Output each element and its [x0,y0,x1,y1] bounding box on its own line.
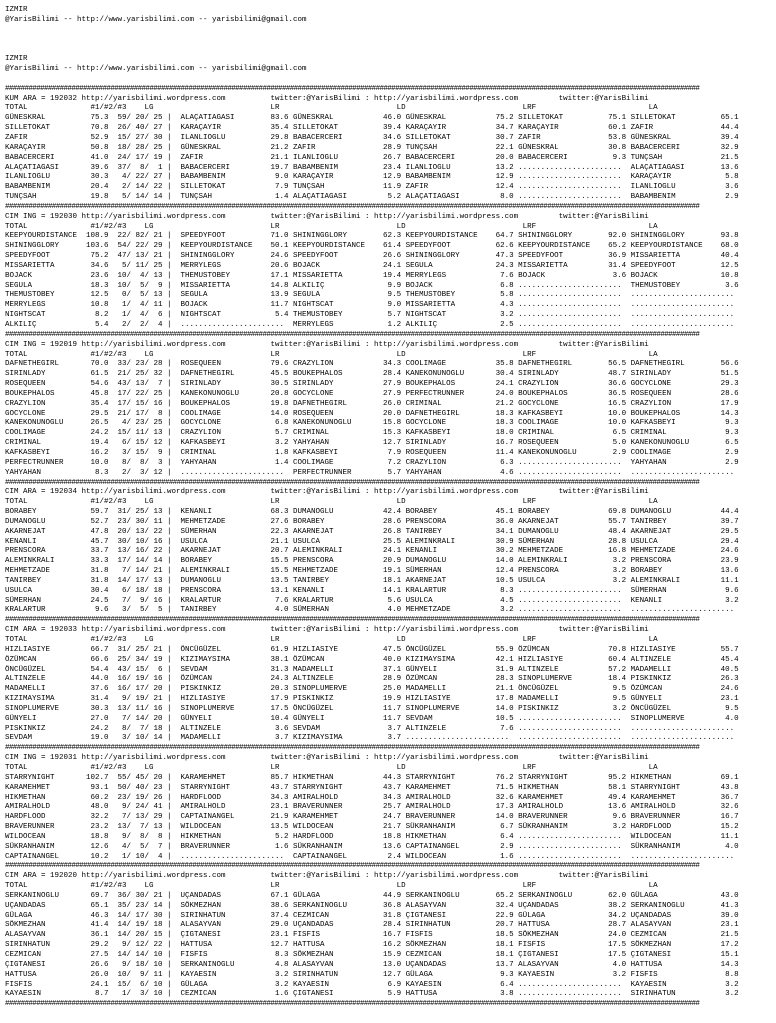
table-row: CAPTAINANGEL 10.2 1/ 10/ 4 | ....................... CAPTAINANGEL 2.4 WILDOCEAN 1.6 ....................... ....................... [5,852,735,861]
section-separator: ################################################################################################################################################################################## [5,330,700,339]
table-row: SPEEDYFOOT 75.2 47/ 13/ 21 | SHININGGLORY 24.6 SPEEDYFOOT 26.6 SHININGGLORY 47.3 SPEEDYFOOT 36.9 MISSARIETTA 40.4 [5,252,739,261]
table-row: HIZLIASIYE 66.7 31/ 25/ 21 | ÖNCÜGÜZEL 61.9 HIZLIASIYE 47.5 ÖNCÜGÜZEL 55.9 ÖZÜMCAN 70.8 HIZLIASIYE 55.7 [5,645,739,654]
table-row: PRENSCORA 33.7 13/ 16/ 22 | AKARNEJAT 20.7 ALEMINKRALI 24.1 KENANLI 30.2 MEHMETZADE 16.8 MEHMETZADE 24.6 [5,547,739,556]
table-row: GOCYCLONE 29.5 21/ 17/ 8 | COOLIMAGE 14.0 ROSEQUEEN 20.0 DAFNETHEGIRL 18.3 KAFKASBEYI 10.0 BOUKEPHALOS 14.3 [5,409,739,418]
table-row: ZAFIR 52.9 15/ 27/ 30 | ILANLIOGLU 29.8 BABACERCERI 34.6 SILLETOKAT 30.7 ZAFIR 53.8 GÜNESKRAL 39.4 [5,133,739,142]
table-row: GÜNESKRAL 75.3 59/ 20/ 25 | ALAÇATIAGASI 83.6 GÜNESKRAL 46.0 GÜNESKRAL 75.2 SILLETOKAT 75.1 SILLETOKAT 65.1 [5,114,739,123]
table-row: TUNÇSAH 19.8 5/ 14/ 14 | TUNÇSAH 1.4 ALAÇATIAGASI 5.2 ALAÇATIAGASI 8.0 ....................... BABAMBENIM 2.9 [5,193,739,202]
table-row: ALTINZELE 44.0 16/ 19/ 16 | ÖZÜMCAN 24.3 ALTINZELE 28.9 ÖZÜMCAN 28.3 SINOPLUMERVE 18.4 PISKINKIZ 26.3 [5,675,739,684]
table-row: ALASAYVAN 36.1 14/ 20/ 15 | ÇIGTANESI 23.1 FISFIS 16.7 FISFIS 18.5 SÖKMEZHAN 24.0 CEZMICAN 21.5 [5,931,739,940]
race-title-line: CIM ING = 192031 http://yarisbilimi.wordpress.com twitter:@YarisBilimi : http://yarisbilimi.wordpress.com twitter:@YarisBilimi [5,754,649,763]
table-row: CEZMICAN 27.5 14/ 14/ 10 | FISFIS 8.3 SÖKMEZHAN 15.9 CEZMICAN 18.1 ÇIGTANESI 17.5 ÇIGTANESI 15.1 [5,951,739,959]
table-row: SÜKRANHANIM 12.6 4/ 5/ 7 | BRAVERUNNER 1.6 SÜKRANHANIM 13.6 CAPTAINANGEL 2.9 ....................... SÜKRANHANIM 4.0 [5,842,739,851]
table-row: ILANLIOGLU 30.3 4/ 22/ 27 | BABAMBENIM 9.0 KARAÇAYIR 12.9 BABAMBENIM 12.9 ....................... KARAÇAYIR 5.8 [5,173,739,182]
table-row: STARRYNIGHT 102.7 55/ 45/ 20 | KARAMEHMET 85.7 HIKMETHAN 44.3 STARRYNIGHT 76.2 STARRYNIGHT 95.2 HIKMETHAN 69.1 [5,773,739,782]
table-row: KARAÇAYIR 50.8 18/ 28/ 25 | GÜNESKRAL 21.2 ZAFIR 28.9 TUNÇSAH 22.1 GÜNESKRAL 30.8 BABACERCERI 32.9 [5,143,739,152]
column-header-line: TOTAL #1/#2/#3 LG LR LD LRF LA [5,104,658,113]
table-row: KAYAESIN 8.7 1/ 3/ 10 | CEZMICAN 1.6 ÇIGTANESI 5.9 HATTUSA 3.8 ....................... SIRINHATUN 3.2 [5,990,739,999]
table-row: ALEMINKRALI 33.3 17/ 14/ 14 | BORABEY 15.5 PRENSCORA 20.9 DUMANOGLU 14.0 ALEMINKRALI 3.2 PRENSCORA 23.9 [5,557,739,566]
section-separator: ################################################################################################################################################################################## [5,744,700,753]
table-row: SHININGGLORY 103.6 54/ 22/ 29 | KEEPYOURDISTANCE 50.1 KEEPYOURDISTANCE 61.4 SPEEDYFOOT 62.6 KEEPYOURDISTANCE 65.2 KEEPYOURDISTANCE 68.0 [5,242,739,251]
column-header-line: TOTAL #1/#2/#3 LG LR LD LRF LA [5,763,658,772]
table-row: ÇIGTANESI 26.6 9/ 18/ 10 | SERKANINOGLU 4.8 ALASAYVAN 13.0 UÇANDADAS 13.7 ALASAYVAN 4.0 HATTUSA 14.3 [5,960,739,969]
table-row: KIZIMAYSIMA 31.4 9/ 19/ 21 | HIZLIASIYE 17.9 PISKINKIZ 19.9 HIZLIASIYE 17.8 MADAMELLI 9.5 GÜNYELI 23.1 [5,695,739,704]
section-separator: ################################################################################################################################################################################## [5,478,700,487]
table-row: BRAVERUNNER 23.2 13/ 7/ 13 | WILDOCEAN 13.5 WILDOCEAN 21.7 SÜKRANHANIM 6.7 SÜKRANHANIM 3.2 HARDFLOOD 15.2 [5,823,739,832]
table-row: COOLIMAGE 24.2 15/ 11/ 13 | CRAZYLION 5.7 CRIMINAL 15.3 KAFKASBEYI 18.0 CRIMINAL 6.5 CRIMINAL 9.3 [5,429,739,438]
table-row: HATTUSA 26.0 10/ 9/ 11 | KAYAESIN 3.2 SIRINHATUN 12.7 GÜLAGA 9.3 KAYAESIN 3.2 FISFIS 8.8 [5,970,739,979]
table-row: WILDOCEAN 18.8 9/ 8/ 8 | HIKMETHAN 5.2 HARDFLOOD 18.8 HIKMETHAN 6.4 ....................... WILDOCEAN 11.1 [5,832,739,841]
table-row: USULCA 30.4 6/ 18/ 18 | PRENSCORA 13.1 KENANLI 14.1 KRALARTUR 8.3 ....................... SÜMERHAN 9.6 [5,586,739,595]
table-row: THEMUSTOBEY 12.5 0/ 5/ 13 | SEGULA 13.9 SEGULA 9.5 THEMUSTOBEY 5.8 ....................... ....................... [5,291,735,300]
header-line [5,45,776,55]
table-row: YAHYAHAN 8.3 2/ 3/ 12 | ....................... PERFECTRUNNER 5.7 YAHYAHAN 4.6 ....................... ....................... [5,468,735,477]
table-row: KRALARTUR 9.6 3/ 5/ 5 | TANIRBEY 4.0 SÜMERHAN 4.0 MEHMETZADE 3.2 ....................... ....................... [5,606,735,615]
table-row: BORABEY 59.7 31/ 25/ 13 | KENANLI 68.3 DUMANOGLU 42.4 BORABEY 45.1 BORABEY 69.8 DUMANOGLU 44.4 [5,508,739,517]
section-separator: ################################################################################################################################################################################## [5,202,700,211]
header-line [5,75,776,85]
table-row: SIRINHATUN 29.2 9/ 12/ 22 | HATTUSA 12.7 HATTUSA 16.2 SÖKMEZHAN 18.1 FISFIS 17.5 SÖKMEZHAN 17.2 [5,941,739,950]
table-row: MISSARIETTA 34.6 5/ 11/ 25 | MERRYLEGS 20.6 BOJACK 24.1 SEGULA 24.3 MISSARIETTA 31.4 SPEEDYFOOT 12.5 [5,261,739,270]
table-row: AMIRALHOLD 48.0 9/ 24/ 41 | AMIRALHOLD 23.1 BRAVERUNNER 25.7 AMIRALHOLD 17.3 AMIRALHOLD 13.6 AMIRALHOLD 32.6 [5,803,739,812]
table-row: BOJACK 23.6 10/ 4/ 13 | THEMUSTOBEY 17.1 MISSARIETTA 19.4 MERRYLEGS 7.6 BOJACK 3.6 BOJACK 10.8 [5,271,739,280]
table-row: CRAZYLION 35.4 17/ 15/ 16 | BOUKEPHALOS 19.8 DAFNETHEGIRL 26.0 CRIMINAL 21.2 GOCYCLONE 16.5 CRAZYLION 17.9 [5,399,739,408]
header-line: IZMIR [5,6,28,14]
table-row: ROSEQUEEN 54.6 43/ 13/ 7 | SIRINLADY 30.5 SIRINLADY 27.9 BOUKEPHALOS 24.1 CRAZYLION 36.6 GOCYCLONE 29.3 [5,380,739,389]
table-row: SEGULA 18.3 10/ 5/ 9 | MISSARIETTA 14.8 ALKILIÇ 9.9 BOJACK 6.8 ....................... THEMUSTOBEY 3.6 [5,281,739,290]
table-row: ÖZÜMCAN 66.6 25/ 34/ 19 | KIZIMAYSIMA 38.1 ÖZÜMCAN 40.0 KIZIMAYSIMA 42.1 HIZLIASIYE 60.4 ALTINZELE 45.4 [5,655,739,664]
table-row: TANIRBEY 31.8 14/ 17/ 13 | DUMANOGLU 13.5 TANIRBEY 18.1 AKARNEJAT 10.5 USULCA 3.2 ALEMINKRALI 11.1 [5,576,739,585]
table-row: SERKANINOGLU 69.7 36/ 30/ 21 | UÇANDADAS 67.1 GÜLAGA 44.9 SERKANINOGLU 65.2 SERKANINOGLU 62.0 GÜLAGA 43.0 [5,891,739,900]
table-row: KEEPYOURDISTANCE 108.9 22/ 82/ 21 | SPEEDYFOOT 71.0 SHININGGLORY 62.3 KEEPYOURDISTANCE 64.7 SHININGGLORY 92.0 SHININGGLORY 93.8 [5,232,739,241]
table-row: DAFNETHEGIRL 70.0 33/ 23/ 28 | ROSEQUEEN 79.6 CRAZYLION 34.3 COOLIMAGE 35.8 DAFNETHEGIRL 56.5 DAFNETHEGIRL 56.6 [5,360,739,369]
table-row: GÜNYELI 27.0 7/ 14/ 20 | GÜNYELI 10.4 GÜNYELI 11.7 SEVDAM 10.5 ....................... SINOPLUMERVE 4.0 [5,714,739,723]
table-row: DUMANOGLU 52.7 23/ 30/ 11 | MEHMETZADE 27.6 BORABEY 28.6 PRENSCORA 36.0 AKARNEJAT 55.7 TANIRBEY 39.7 [5,517,739,526]
table-row: FISFIS 24.1 15/ 6/ 10 | GÜLAGA 3.2 KAYAESIN 6.9 KAYAESIN 6.4 ....................... KAYAESIN 3.2 [5,980,739,989]
column-header-line: TOTAL #1/#2/#3 LG LR LD LRF LA [5,350,658,359]
table-row: SÜMERHAN 24.5 7/ 9/ 16 | KRALARTUR 7.6 KRALARTUR 5.6 USULCA 4.5 ....................... KENANLI 3.2 [5,596,739,605]
section-separator: ################################################################################################################################################################################## [5,616,700,625]
race-title-line: CIM ARA = 192034 http://yarisbilimi.wordpress.com twitter:@YarisBilimi : http://yarisbilimi.wordpress.com twitter:@YarisBilimi [5,488,649,497]
section-separator: ################################################################################################################################################################################## [5,862,700,871]
header-line: @YarisBilimi -- http://www.yarisbilimi.com -- yarisbilimi@gmail.com [5,15,307,24]
table-row: SÖKMEZHAN 41.4 14/ 19/ 18 | ALASAYVAN 29.0 UÇANDADAS 28.4 SIRINHATUN 20.7 HATTUSA 28.7 ALASAYVAN 23.1 [5,921,739,930]
table-row: NIGHTSCAT 8.2 1/ 4/ 6 | NIGHTSCAT 5.4 THEMUSTOBEY 5.7 NIGHTSCAT 3.2 ....................... ....................... [5,311,735,320]
race-title-line: CIM ARA = 192020 http://yarisbilimi.wordpress.com twitter:@YarisBilimi : http://yarisbilimi.wordpress.com twitter:@YarisBilimi [5,872,649,881]
race-title-line: CIM ING = 192019 http://yarisbilimi.wordpress.com twitter:@YarisBilimi : http://yarisbilimi.wordpress.com twitter:@YarisBilimi [5,340,649,349]
table-row: MERRYLEGS 10.8 1/ 4/ 11 | BOJACK 11.7 NIGHTSCAT 9.0 MISSARIETTA 4.3 ....................... ....................... [5,301,735,310]
column-header-line: TOTAL #1/#2/#3 LG LR LD LRF LA [5,222,658,231]
table-row: ÖNCÜGÜZEL 54.4 43/ 15/ 6 | SEVDAM 31.3 MADAMELLI 37.1 GÜNYELI 31.9 ALTINZELE 57.2 MADAMELLI 40.5 [5,665,739,674]
table-row: KENANLI 45.7 30/ 10/ 16 | USULCA 21.1 USULCA 25.5 ALEMINKRALI 30.9 SÜMERHAN 28.8 USULCA 29.4 [5,537,739,546]
race-title-line: KUM ARA = 192032 http://yarisbilimi.wordpress.com twitter:@YarisBilimi : http://yarisbilimi.wordpress.com twitter:@YarisBilimi [5,94,649,103]
table-row: BABACERCERI 41.0 24/ 17/ 19 | ZAFIR 21.1 ILANLIOGLU 26.7 BABACERCERI 20.0 BABACERCERI 9.3 TUNÇSAH 21.5 [5,153,739,162]
table-row: PERFECTRUNNER 10.0 8/ 8/ 3 | YAHYAHAN 1.4 COOLIMAGE 7.2 CRAZYLION 6.3 ....................... YAHYAHAN 2.9 [5,458,739,467]
section-separator: ################################################################################################################################################################################## [5,84,700,93]
table-row: SEVDAM 19.0 3/ 10/ 14 | MADAMELLI 3.7 KIZIMAYSIMA 3.7 ....................... ....................... ....................... [5,734,735,743]
column-header-line: TOTAL #1/#2/#3 LG LR LD LRF LA [5,882,658,891]
table-row: BOUKEPHALOS 45.8 17/ 22/ 25 | KANEKONUNOGLU 20.8 GOCYCLONE 27.9 PERFECTRUNNER 24.0 BOUKEPHALOS 36.5 ROSEQUEEN 28.6 [5,389,739,398]
header-line [5,26,776,36]
table-row: KARAMEHMET 93.1 50/ 40/ 23 | STARRYNIGHT 43.7 STARRYNIGHT 43.7 KARAMEHMET 71.5 HIKMETHAN 58.1 STARRYNIGHT 43.8 [5,783,739,792]
table-row: PISKINKIZ 24.2 8/ 7/ 18 | ALTINZELE 3.6 SEVDAM 3.7 ALTINZELE 7.6 ....................... ....................... [5,724,735,733]
table-row: HARDFLOOD 32.2 7/ 13/ 29 | CAPTAINANGEL 21.9 KARAMEHMET 24.7 BRAVERUNNER 14.0 BRAVERUNNER 9.6 BRAVERUNNER 16.7 [5,813,739,822]
table-row: GÜLAGA 46.3 14/ 17/ 30 | SIRINHATUN 37.4 CEZMICAN 31.8 ÇIGTANESI 22.9 GÜLAGA 34.2 UÇANDADAS 39.0 [5,911,739,920]
table-row: ALKILIÇ 5.4 2/ 2/ 4 | ....................... MERRYLEGS 1.2 ALKILIÇ 2.5 ....................... ....................... [5,321,735,329]
table-row: SIRINLADY 61.5 21/ 25/ 32 | DAFNETHEGIRL 45.5 BOUKEPHALOS 28.4 KANEKONUNOGLU 30.4 SIRINLADY 48.7 SIRINLADY 51.5 [5,370,739,379]
race-title-line: CIM ING = 192030 http://yarisbilimi.wordpress.com twitter:@YarisBilimi : http://yarisbilimi.wordpress.com twitter:@YarisBilimi [5,212,649,221]
table-row: KAFKASBEYI 16.2 3/ 15/ 9 | CRIMINAL 1.8 KAFKASBEYI 7.9 ROSEQUEEN 11.4 KANEKONUNOGLU 2.9 COOLIMAGE 2.9 [5,448,739,457]
table-row: BABAMBENIM 20.4 2/ 14/ 22 | SILLETOKAT 7.9 TUNÇSAH 11.9 ZAFIR 12.4 ....................... ILANLIOGLU 3.6 [5,183,739,192]
header-line [5,36,776,46]
table-row: CRIMINAL 19.4 6/ 15/ 12 | KAFKASBEYI 3.2 YAHYAHAN 12.7 SIRINLADY 16.7 ROSEQUEEN 5.0 KANEKONUNOGLU 6.5 [5,439,739,448]
table-row: MADAMELLI 37.6 16/ 17/ 20 | PISKINKIZ 20.3 SINOPLUMERVE 25.0 MADAMELLI 21.1 ÖNCÜGÜZEL 9.5 ÖZÜMCAN 24.6 [5,685,739,694]
section-separator: ################################################################################################################################################################################## [5,1000,700,1009]
table-row: ALAÇATIAGASI 39.6 37/ 8/ 1 | BABACERCERI 19.7 BABAMBENIM 23.4 ILANLIOGLU 13.2 ....................... ALAÇATIAGASI 13.6 [5,163,739,172]
column-header-line: TOTAL #1/#2/#3 LG LR LD LRF LA [5,636,658,644]
column-header-line: TOTAL #1/#2/#3 LG LR LD LRF LA [5,498,658,507]
table-row: HIKMETHAN 60.2 23/ 19/ 26 | HARDFLOOD 34.3 AMIRALHOLD 34.3 AMIRALHOLD 32.6 KARAMEHMET 49.4 KARAMEHMET 36.7 [5,793,739,802]
table-row: SINOPLUMERVE 30.3 13/ 11/ 16 | SINOPLUMERVE 17.5 ÖNCÜGÜZEL 11.7 SINOPLUMERVE 14.0 PISKINKIZ 3.2 ÖNCÜGÜZEL 9.5 [5,704,739,713]
header-line: IZMIR [5,55,28,64]
table-row: AKARNEJAT 47.8 20/ 13/ 22 | SÜMERHAN 22.3 AKARNEJAT 26.8 TANIRBEY 34.1 DUMANOGLU 48.4 AKARNEJAT 29.5 [5,527,739,536]
race-title-line: CIM ARA = 192033 http://yarisbilimi.wordpress.com twitter:@YarisBilimi : http://yarisbilimi.wordpress.com twitter:@YarisBilimi [5,626,649,635]
table-row: UÇANDADAS 65.1 35/ 23/ 14 | SÖKMEZHAN 38.6 SERKANINOGLU 36.8 ALASAYVAN 32.4 UÇANDADAS 38.2 SERKANINOGLU 41.3 [5,901,739,910]
table-row: SILLETOKAT 70.8 26/ 40/ 27 | KARAÇAYIR 35.4 SILLETOKAT 39.4 KARAÇAYIR 34.7 KARAÇAYIR 60.1 ZAFIR 44.4 [5,124,739,133]
table-row: MEHMETZADE 31.8 7/ 14/ 21 | ALEMINKRALI 15.5 MEHMETZADE 19.1 SÜMERHAN 12.4 PRENSCORA 3.2 BORABEY 13.6 [5,567,739,576]
table-row: KANEKONUNOGLU 26.5 4/ 23/ 25 | GOCYCLONE 6.8 KANEKONUNOGLU 15.8 GOCYCLONE 18.3 COOLIMAGE 10.0 KAFKASBEYI 9.3 [5,419,739,428]
header-line: @YarisBilimi -- http://www.yarisbilimi.com -- yarisbilimi@gmail.com [5,65,307,74]
